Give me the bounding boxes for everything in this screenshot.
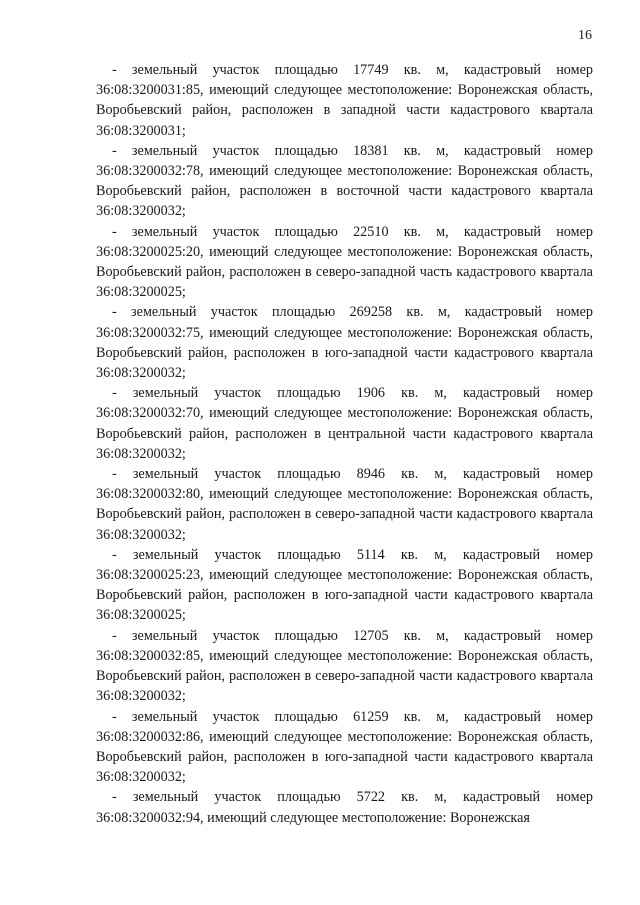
land-plot-paragraph: - земельный участок площадью 5114 кв. м, кадастровый номер 36:08:3200025:23, имеющий следующее местоположение: Воронежская область, Воробьевский район, расположен в юго-западной части кадастрового квартала 36:08:3200025;: [96, 546, 593, 624]
land-plot-paragraph: - земельный участок площадью 17749 кв. м, кадастровый номер 36:08:3200031:85, имеющий следующее местоположение: Воронежская область, Воробьевский район, расположен в западной части кадастрового квартала 36:08:3200031;: [96, 62, 593, 139]
land-plot-paragraph: - земельный участок площадью 18381 кв. м, кадастровый номер 36:08:3200032:78, имеющий следующее местоположение: Воронежская область, Воробьевский район, расположен в восточной части кадастрового квартала 36:08:3200032;: [96, 142, 593, 220]
land-plot-paragraph: - земельный участок площадью 61259 кв. м, кадастровый номер 36:08:3200032:86, имеющий следующее местоположение: Воронежская область, Воробьевский район, расположен в юго-западной части кадастрового квартала 36:08:3200032;: [96, 708, 593, 786]
land-plot-paragraph: - земельный участок площадью 1906 кв. м, кадастровый номер 36:08:3200032:70, имеющий следующее местоположение: Воронежская область, Воробьевский район, расположен в центральной части кадастрового квартала 36:08:3200032;: [96, 385, 593, 462]
document-body: [96, 60, 593, 828]
land-plot-paragraph: - земельный участок площадью 22510 кв. м, кадастровый номер 36:08:3200025:20, имеющий следующее местоположение: Воронежская область, Воробьевский район, расположен в северо-западной часть кадастрового квартала 36:08:3200025;: [96, 223, 593, 301]
land-plot-paragraph: - земельный участок площадью 12705 кв. м, кадастровый номер 36:08:3200032:85, имеющий следующее местоположение: Воронежская область, Воробьевский район, расположен в северо-западной части кадастрового квартала 36:08:3200032;: [96, 627, 593, 705]
land-plot-paragraph: - земельный участок площадью 269258 кв. м, кадастровый номер 36:08:3200032:75, имеющий следующее местоположение: Воронежская область, Воробьевский район, расположен в юго-западной части кадастрового квартала 36:08:3200032;: [96, 304, 593, 382]
page-number: 16: [578, 28, 592, 43]
land-plot-paragraph: - земельный участок площадью 8946 кв. м, кадастровый номер 36:08:3200032:80, имеющий следующее местоположение: Воронежская область, Воробьевский район, расположен в северо-западной части кадастрового квартала 36:08:3200032;: [96, 466, 593, 543]
land-plot-paragraph: - земельный участок площадью 5722 кв. м, кадастровый номер 36:08:3200032:94, имеющий следующее местоположение: Воронежская: [96, 789, 593, 826]
